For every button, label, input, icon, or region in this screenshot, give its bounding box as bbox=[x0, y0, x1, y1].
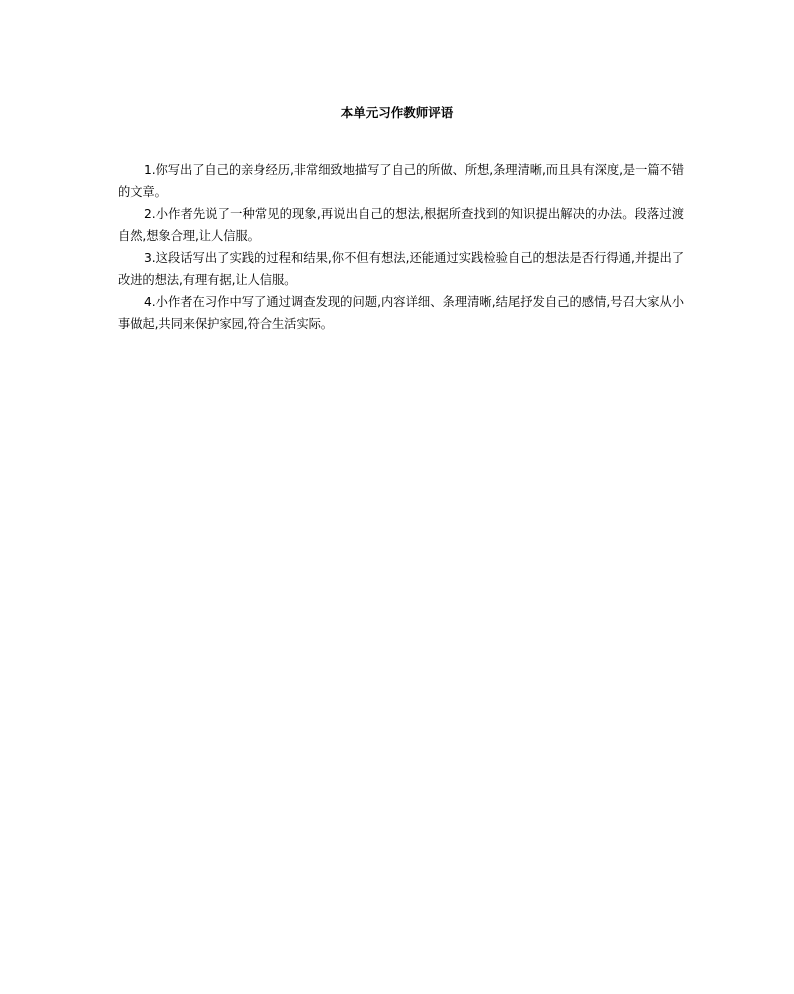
comment-paragraph-4: 4.小作者在习作中写了通过调查发现的问题,内容详细、条理清晰,结尾抒发自己的感情,号召大家从小事做起,共同来保护家园,符合生活实际。 bbox=[118, 295, 684, 331]
comment-paragraph-1: 1.你写出了自己的亲身经历,非常细致地描写了自己的所做、所想,条理清晰,而且具有深度,是一篇不错的文章。 bbox=[118, 163, 684, 199]
document-title: 本单元习作教师评语 bbox=[340, 105, 454, 120]
comment-paragraph-2: 2.小作者先说了一种常见的现象,再说出自己的想法,根据所查找到的知识提出解决的办法。段落过渡自然,想象合理,让人信服。 bbox=[118, 207, 684, 243]
comment-paragraph-3: 3.这段话写出了实践的过程和结果,你不但有想法,还能通过实践检验自己的想法是否行得通,并提出了改进的想法,有理有据,让人信服。 bbox=[118, 251, 684, 287]
document-body bbox=[118, 159, 684, 335]
